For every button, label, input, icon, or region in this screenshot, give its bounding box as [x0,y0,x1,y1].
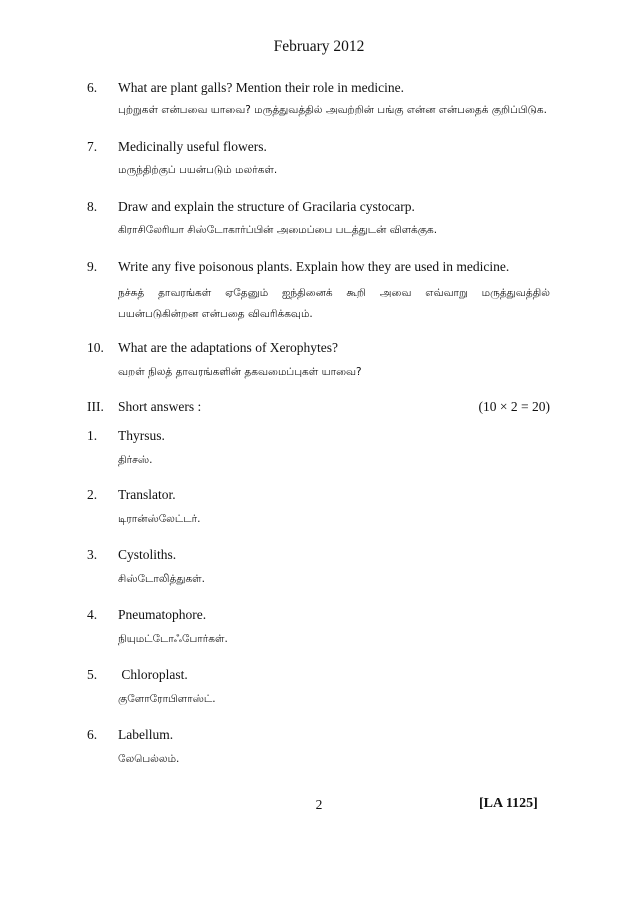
question-text-english: Write any five poisonous plants. Explain how they are used in medicine. [118,259,510,274]
question-text-tamil-line-2: பயன்படுகின்றன என்பதை விவரிக்கவும். [118,308,313,320]
tamil-word: மருத்துவத்தில் [481,287,550,299]
question-number: 9. [87,259,98,274]
tamil-word: அவை [379,287,412,299]
tamil-word: கூறி [346,287,366,299]
short-answer-english: Chloroplast. [118,667,188,682]
question-text-tamil: வறள் நிலத் தாவரங்களின் தகவமைப்புகள் யாவை? [118,366,362,378]
question-number: 7. [87,139,98,154]
short-answer-number: 3. [87,547,98,562]
question-text-english: Draw and explain the structure of Gracilaria cystocarp. [118,199,415,214]
question-text-english: What are plant galls? Mention their role in medicine. [118,80,405,95]
short-answer-english: Translator. [118,487,176,502]
question-number: 10. [87,340,104,355]
question-text-tamil: புற்றுகள் என்பவை யாவை? மருத்துவத்தில் அவற்றின் பங்கு என்ன என்பதைக் குறிப்பிடுக. [118,104,547,116]
short-answer-tamil: டிரான்ஸ்லேட்டர். [118,513,201,525]
question-number: 8. [87,199,98,214]
exam-code: [LA 1125] [479,796,538,811]
section-marks: (10 × 2 = 20) [478,399,550,414]
question-text-tamil-line-1 [118,287,550,300]
question-text-tamil: கிராசிலேரியா சிஸ்டோகார்ப்பின் அமைப்பை படத்துடன் விளக்குக. [118,224,438,236]
short-answer-english: Pneumatophore. [118,607,207,622]
question-text-tamil: மருந்திற்குப் பயன்படும் மலர்கள். [118,164,278,176]
short-answer-number: 6. [87,727,98,742]
tamil-word: தாவரங்கள் [158,287,212,299]
short-answer-tamil: சிஸ்டோலித்துகள். [118,573,205,585]
question-number: 6. [87,80,98,95]
page-header-date: February 2012 [273,38,365,55]
short-answer-tamil: திர்சஸ். [118,454,153,466]
short-answer-english: Cystoliths. [118,547,177,562]
question-text-english: What are the adaptations of Xerophytes? [118,340,339,355]
tamil-word: எவ்வாறு [425,287,468,299]
short-answer-tamil: லேபெல்லம். [118,753,180,765]
tamil-word: நச்சுத் [118,287,145,299]
short-answer-english: Thyrsus. [118,428,165,443]
short-answer-tamil: நியுமட்டோஃபோர்கள். [118,633,228,645]
short-answer-tamil: குளோரோபிளாஸ்ட். [118,693,216,705]
question-text-english: Medicinally useful flowers. [118,139,267,154]
short-answer-number: 1. [87,428,98,443]
short-answer-number: 5. [87,667,98,682]
page-number: 2 [315,797,323,812]
short-answer-number: 4. [87,607,98,622]
tamil-word: ஐந்தினைக் [281,287,333,299]
section-title: Short answers : [118,399,202,414]
short-answer-english: Labellum. [118,727,174,742]
section-number: III. [87,399,104,414]
tamil-word: ஏதேனும் [225,287,269,299]
short-answer-number: 2. [87,487,98,502]
